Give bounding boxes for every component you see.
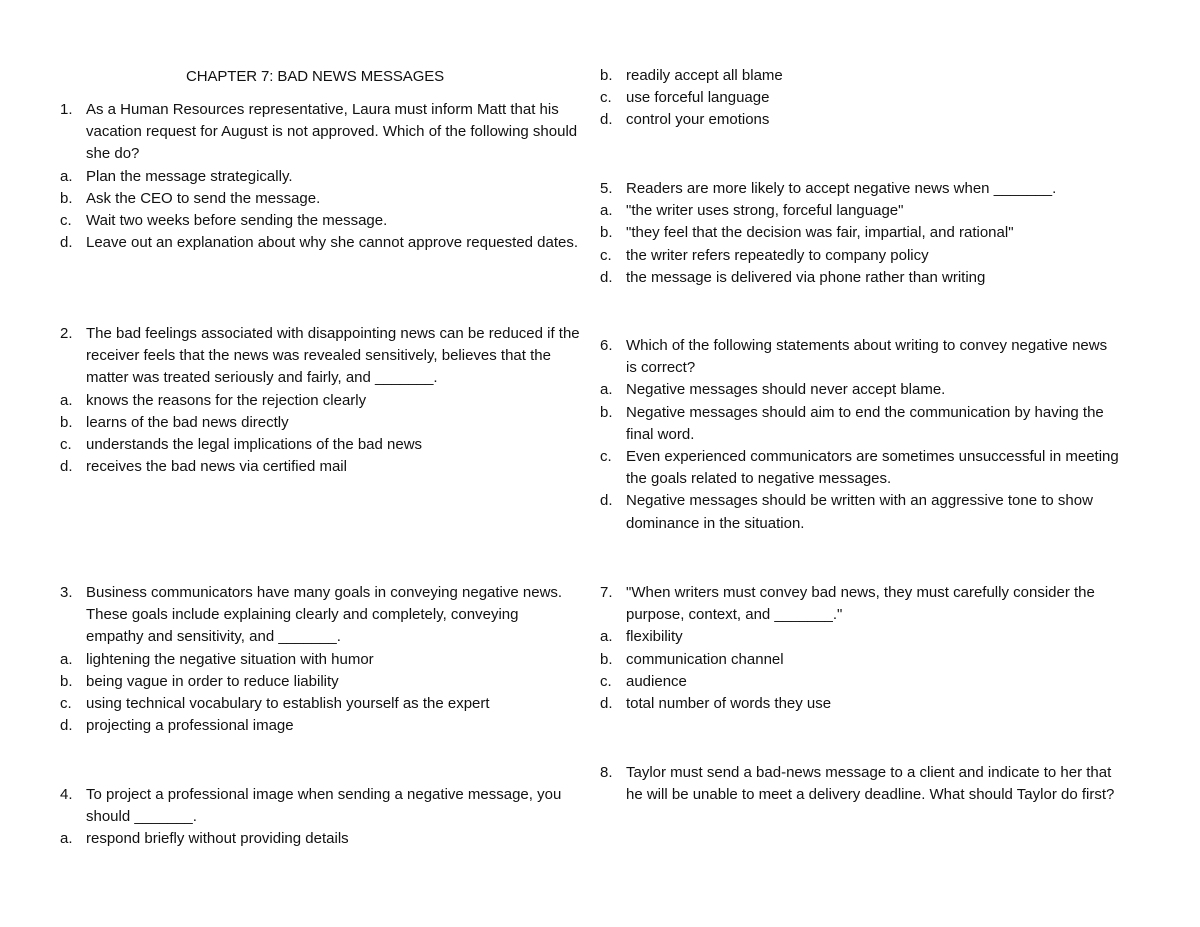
answer-option [60, 210, 580, 232]
option-text: "the writer uses strong, forceful language" [626, 202, 904, 220]
answer-option [600, 267, 1120, 289]
question-number: 1. [60, 101, 73, 118]
question-number: 5. [600, 180, 613, 197]
question-2 [60, 323, 580, 478]
option-letter: a. [60, 391, 73, 409]
question-4 [60, 784, 580, 851]
option-text: Negative messages should never accept blame. [626, 381, 946, 399]
option-letter: c. [60, 212, 72, 230]
question-text: Business communicators have many goals in conveying negative news. These goals include explaining clearly and completely, conveying empathy and sensitivity, and _______. [86, 584, 563, 646]
answer-option [600, 693, 1120, 715]
option-letter: a. [60, 167, 73, 185]
question-number: 8. [600, 764, 613, 781]
answer-option [60, 412, 580, 434]
option-text: Even experienced communicators are sometimes unsuccessful in meeting the goals related to negative messages. [626, 448, 1119, 488]
answer-option [60, 828, 580, 850]
option-letter: c. [60, 695, 72, 713]
question-6 [600, 335, 1120, 535]
answer-option [600, 649, 1120, 671]
answer-option [600, 222, 1120, 244]
answer-option [600, 65, 1120, 87]
option-text: control your emotions [626, 111, 770, 129]
answer-option [600, 200, 1120, 222]
answer-option [600, 245, 1120, 267]
option-text: the message is delivered via phone rather than writing [626, 268, 986, 286]
option-text: flexibility [626, 628, 683, 646]
option-text: projecting a professional image [86, 717, 294, 735]
option-letter: a. [60, 650, 73, 668]
question-stem [600, 762, 1120, 806]
question-number: 3. [60, 584, 73, 601]
option-text: readily accept all blame [626, 67, 783, 84]
answer-option [60, 434, 580, 456]
option-text: Negative messages should aim to end the communication by having the final word. [626, 403, 1104, 443]
question-number: 7. [600, 584, 613, 601]
question-stem [600, 335, 1120, 379]
option-letter: a. [600, 381, 613, 399]
option-letter: c. [600, 246, 612, 264]
option-letter: b. [60, 672, 73, 690]
option-text: learns of the bad news directly [86, 413, 289, 431]
answer-option [60, 693, 580, 715]
option-letter: d. [600, 492, 613, 510]
option-letter: a. [600, 202, 613, 220]
option-text: Ask the CEO to send the message. [86, 189, 321, 207]
option-letter: d. [600, 111, 613, 129]
option-letter: d. [600, 268, 613, 286]
question-stem [600, 178, 1120, 200]
option-letter: d. [60, 458, 73, 476]
page-title: CHAPTER 7: BAD NEWS MESSAGES [186, 68, 445, 85]
option-letter: b. [600, 67, 613, 84]
question-text: The bad feelings associated with disappointing news can be reduced if the receiver feels that the news was revealed sensitively, believes that the matter was treated seriously and fairly, and _______. [86, 325, 580, 387]
question-text: "When writers must convey bad news, they must carefully consider the purpose, context, and _______." [626, 584, 1095, 624]
option-letter: d. [60, 234, 73, 252]
option-letter: b. [600, 403, 613, 421]
option-letter: c. [60, 436, 72, 454]
answer-option [600, 626, 1120, 648]
option-text: the writer refers repeatedly to company policy [626, 246, 929, 264]
answer-option [600, 87, 1120, 109]
answer-option [600, 379, 1120, 401]
answer-option [60, 166, 580, 188]
option-text: Negative messages should be written with an aggressive tone to show dominance in the situation. [626, 492, 1093, 532]
question-8 [600, 762, 1120, 806]
option-text: understands the legal implications of the bad news [86, 436, 423, 454]
answer-option [60, 456, 580, 478]
option-letter: d. [60, 717, 73, 735]
option-text: audience [626, 672, 687, 690]
question-number: 4. [60, 786, 73, 803]
question-number: 6. [600, 337, 613, 354]
answer-option [60, 715, 580, 737]
answer-option [60, 671, 580, 693]
option-letter: b. [600, 650, 613, 668]
option-text: lightening the negative situation with humor [86, 650, 374, 668]
option-letter: c. [600, 448, 612, 466]
question-number: 2. [60, 325, 73, 342]
option-text: respond briefly without providing details [86, 830, 349, 848]
question-text: Taylor must send a bad-news message to a client and indicate to her that he will be unable to meet a delivery deadline. What should Taylor do first? [626, 764, 1115, 804]
option-text: using technical vocabulary to establish yourself as the expert [86, 695, 490, 713]
option-text: being vague in order to reduce liability [86, 672, 339, 690]
option-text: Leave out an explanation about why she cannot approve requested dates. [86, 234, 579, 252]
answer-option [600, 671, 1120, 693]
answer-option [600, 446, 1120, 490]
option-text: knows the reasons for the rejection clearly [86, 391, 367, 409]
question-text: Readers are more likely to accept negative news when _______. [626, 180, 1057, 197]
answer-option [60, 649, 580, 671]
question-text: To project a professional image when sending a negative message, you should _______. [86, 786, 562, 826]
question-stem [60, 784, 580, 828]
option-letter: b. [60, 189, 73, 207]
answer-option [60, 390, 580, 412]
option-text: communication channel [626, 650, 784, 668]
question-stem [60, 582, 580, 649]
option-text: "they feel that the decision was fair, impartial, and rational" [626, 224, 1014, 242]
answer-option [600, 402, 1120, 446]
question-stem [60, 323, 580, 390]
option-letter: a. [600, 628, 613, 646]
question-5 [600, 178, 1120, 289]
question-3 [60, 582, 580, 737]
option-letter: b. [60, 413, 73, 431]
answer-option [600, 490, 1120, 534]
question-7 [600, 582, 1120, 715]
option-letter: d. [600, 695, 613, 713]
question-1 [60, 99, 580, 254]
answer-option [60, 232, 580, 254]
option-letter: c. [600, 89, 612, 107]
question-stem [600, 582, 1120, 626]
option-letter: a. [60, 830, 73, 848]
option-letter: b. [600, 224, 613, 242]
option-text: total number of words they use [626, 695, 832, 713]
question-stem [60, 99, 580, 166]
question-text: As a Human Resources representative, Laura must inform Matt that his vacation request for August is not approved. Which of the following should she do? [86, 101, 578, 163]
option-text: receives the bad news via certified mail [86, 458, 347, 476]
question-4-continued [600, 65, 1120, 132]
answer-option [60, 188, 580, 210]
option-letter: c. [600, 672, 612, 690]
option-text: Wait two weeks before sending the message. [86, 212, 388, 230]
option-text: use forceful language [626, 89, 770, 107]
answer-option [600, 109, 1120, 131]
question-text: Which of the following statements about writing to convey negative news is correct? [626, 337, 1108, 377]
option-text: Plan the message strategically. [86, 167, 293, 185]
